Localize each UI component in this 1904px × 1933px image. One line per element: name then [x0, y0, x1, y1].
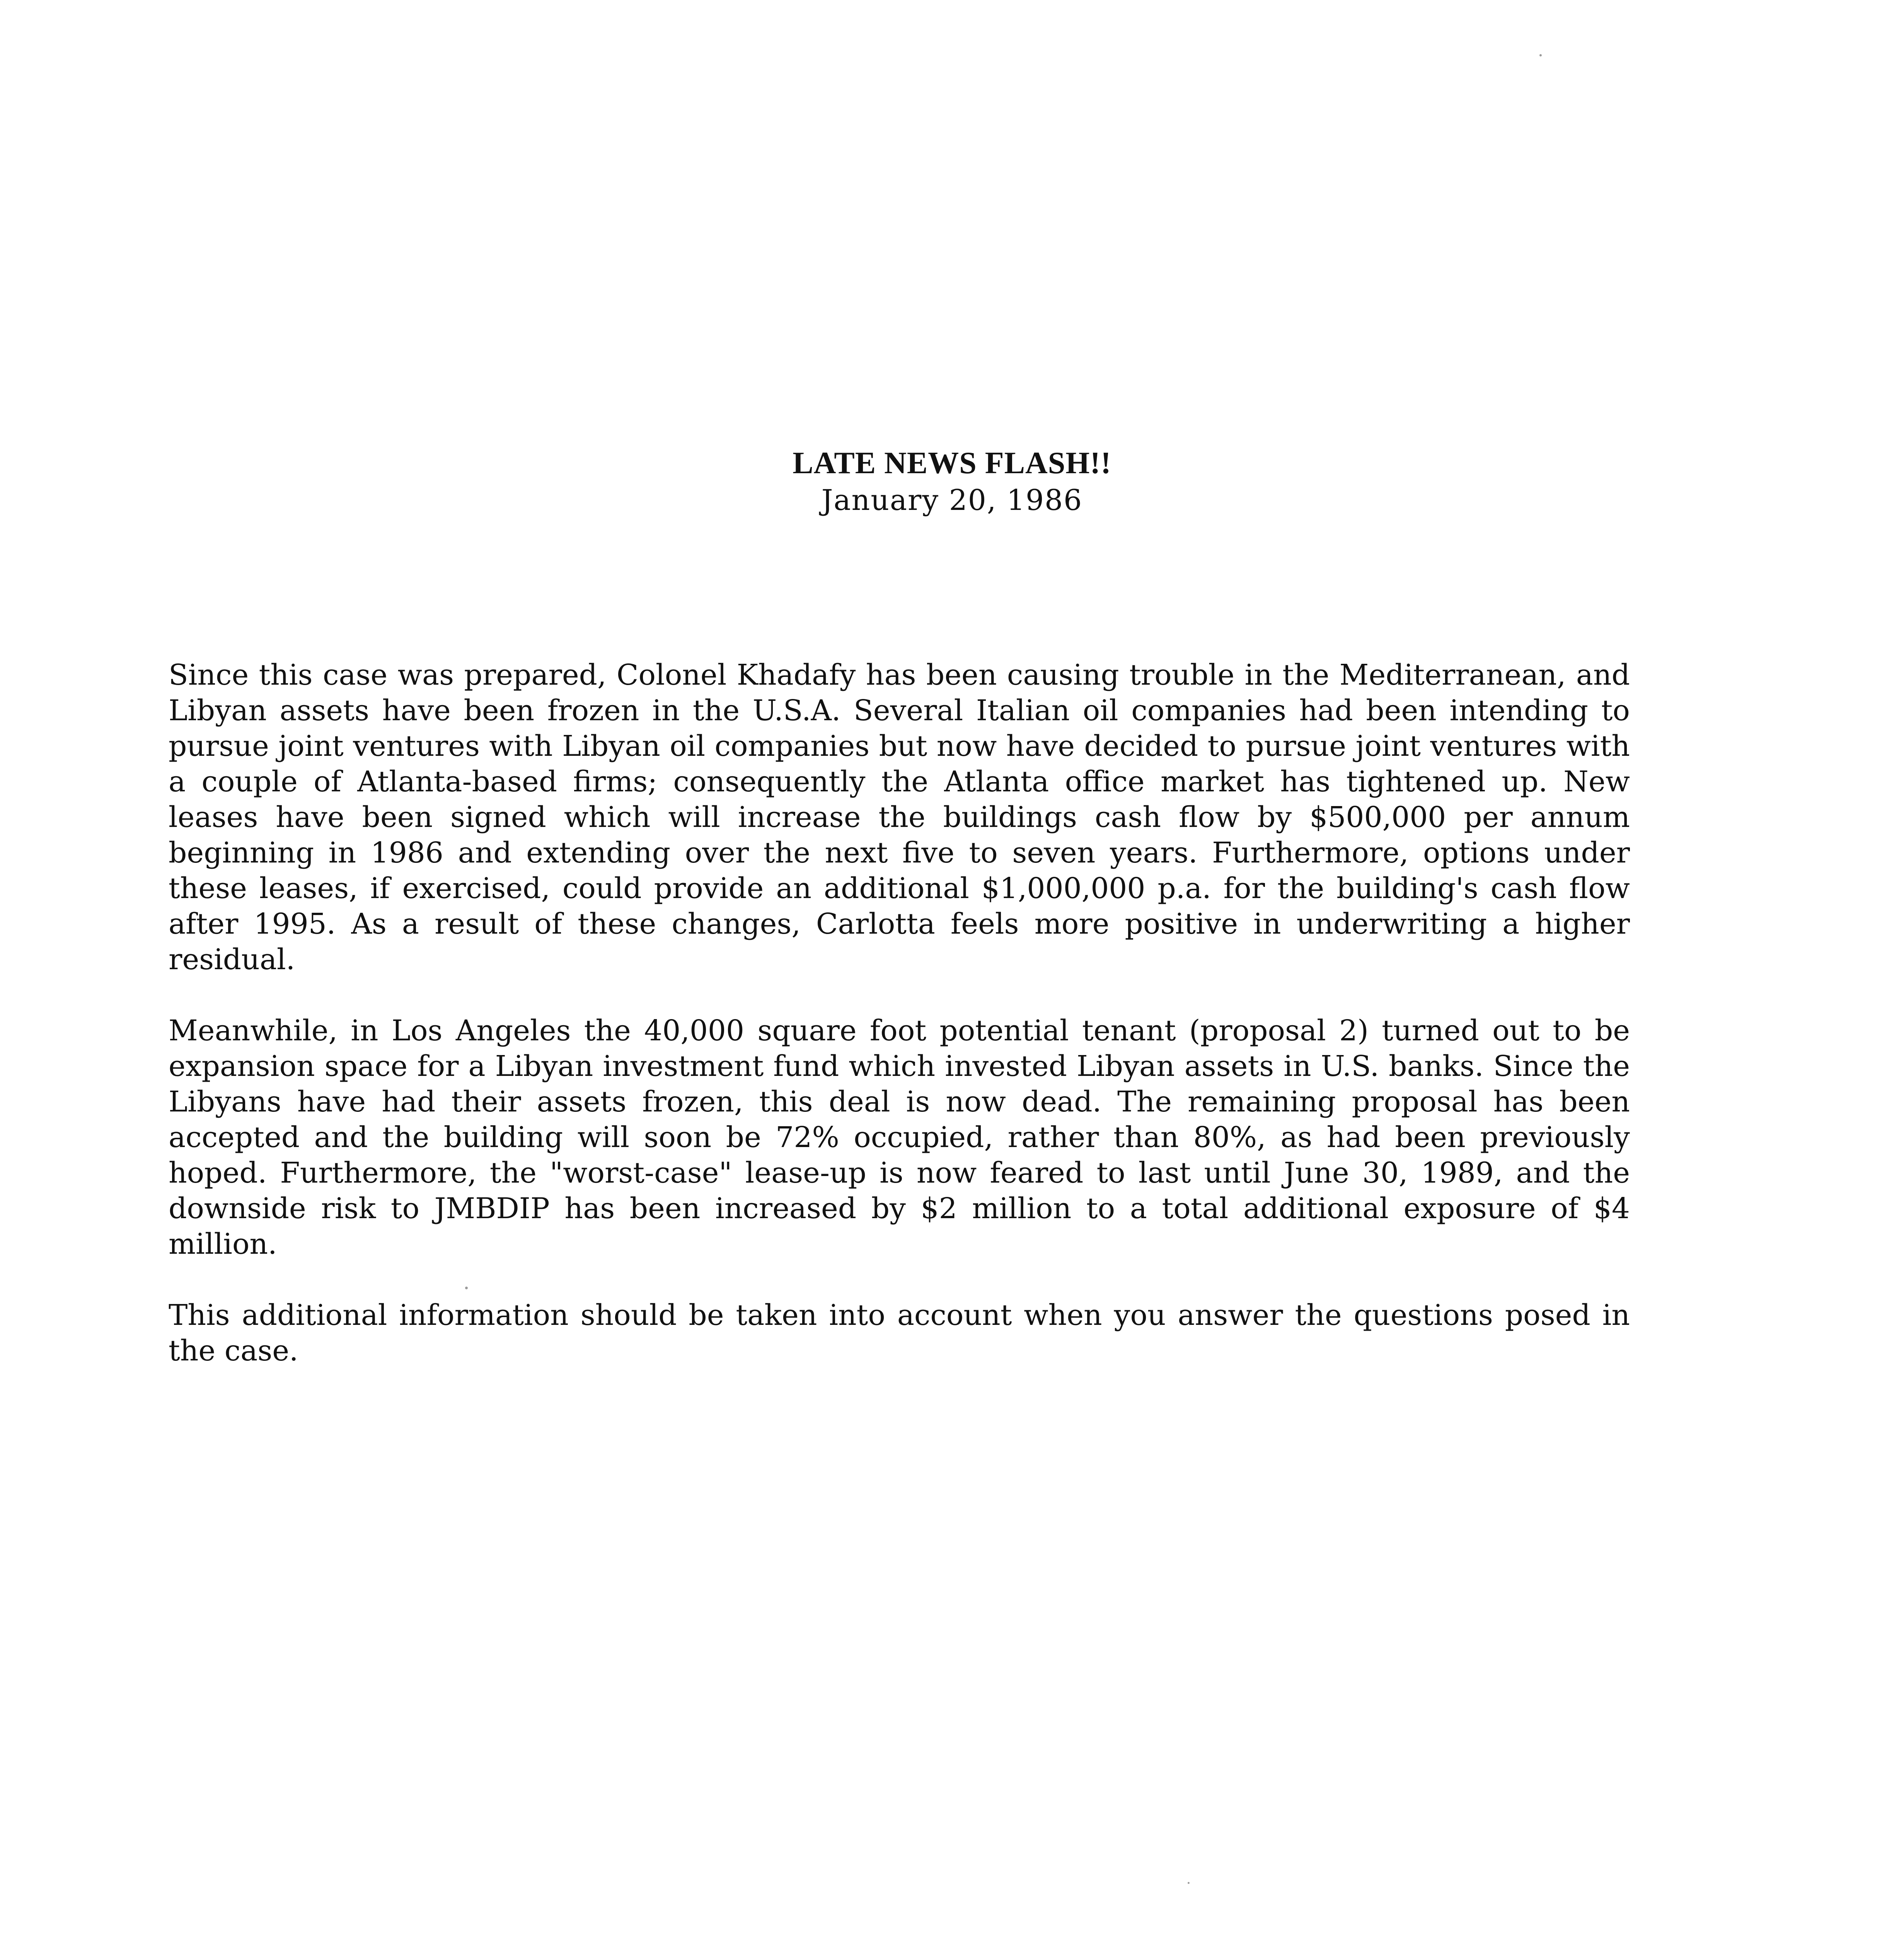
document-body: [169, 657, 1630, 1404]
document-date: January 20, 1986: [821, 484, 1083, 517]
paragraph-2: Meanwhile, in Los Angeles the 40,000 square foot potential tenant (proposal 2) turned out to be expansion space for a Libyan investment fund which invested Libyan assets in U.S. banks. Since the Libyans have had their assets frozen, this deal is now dead. The remaining proposal has been accepted and the building will soon be 72% occupied, rather than 80%, as had been previously hoped. Furthermore, the "worst-case" lease-up is now feared to last until June 30, 1989, and the downside risk to JMBDIP has been increased by $2 million to a total additional exposure of $4 million.: [169, 1014, 1630, 1261]
document-title: LATE NEWS FLASH!!: [793, 446, 1111, 480]
paragraph-3: This additional information should be taken into account when you answer the questions posed in the case.: [169, 1299, 1630, 1367]
scan-speck: [465, 1287, 468, 1289]
paragraph-1: Since this case was prepared, Colonel Khadafy has been causing trouble in the Mediterranean, and Libyan assets have been frozen in the U.S.A. Several Italian oil companies had been intending to pursue joint ventures with Libyan oil companies but now have decided to pursue joint ventures with a couple of Atlanta-based firms; consequently the Atlanta office market has tightened up. New leases have been signed which will increase the buildings cash flow by $500,000 per annum beginning in 1986 and extending over the next five to seven years. Furthermore, options under these leases, if exercised, could provide an additional $1,000,000 p.a. for the building's cash flow after 1995. As a result of these changes, Carlotta feels more positive in underwriting a higher residual.: [169, 658, 1630, 976]
scan-speck: [1188, 1882, 1190, 1884]
scan-speck: [1539, 54, 1542, 56]
document-header: [0, 445, 1904, 519]
